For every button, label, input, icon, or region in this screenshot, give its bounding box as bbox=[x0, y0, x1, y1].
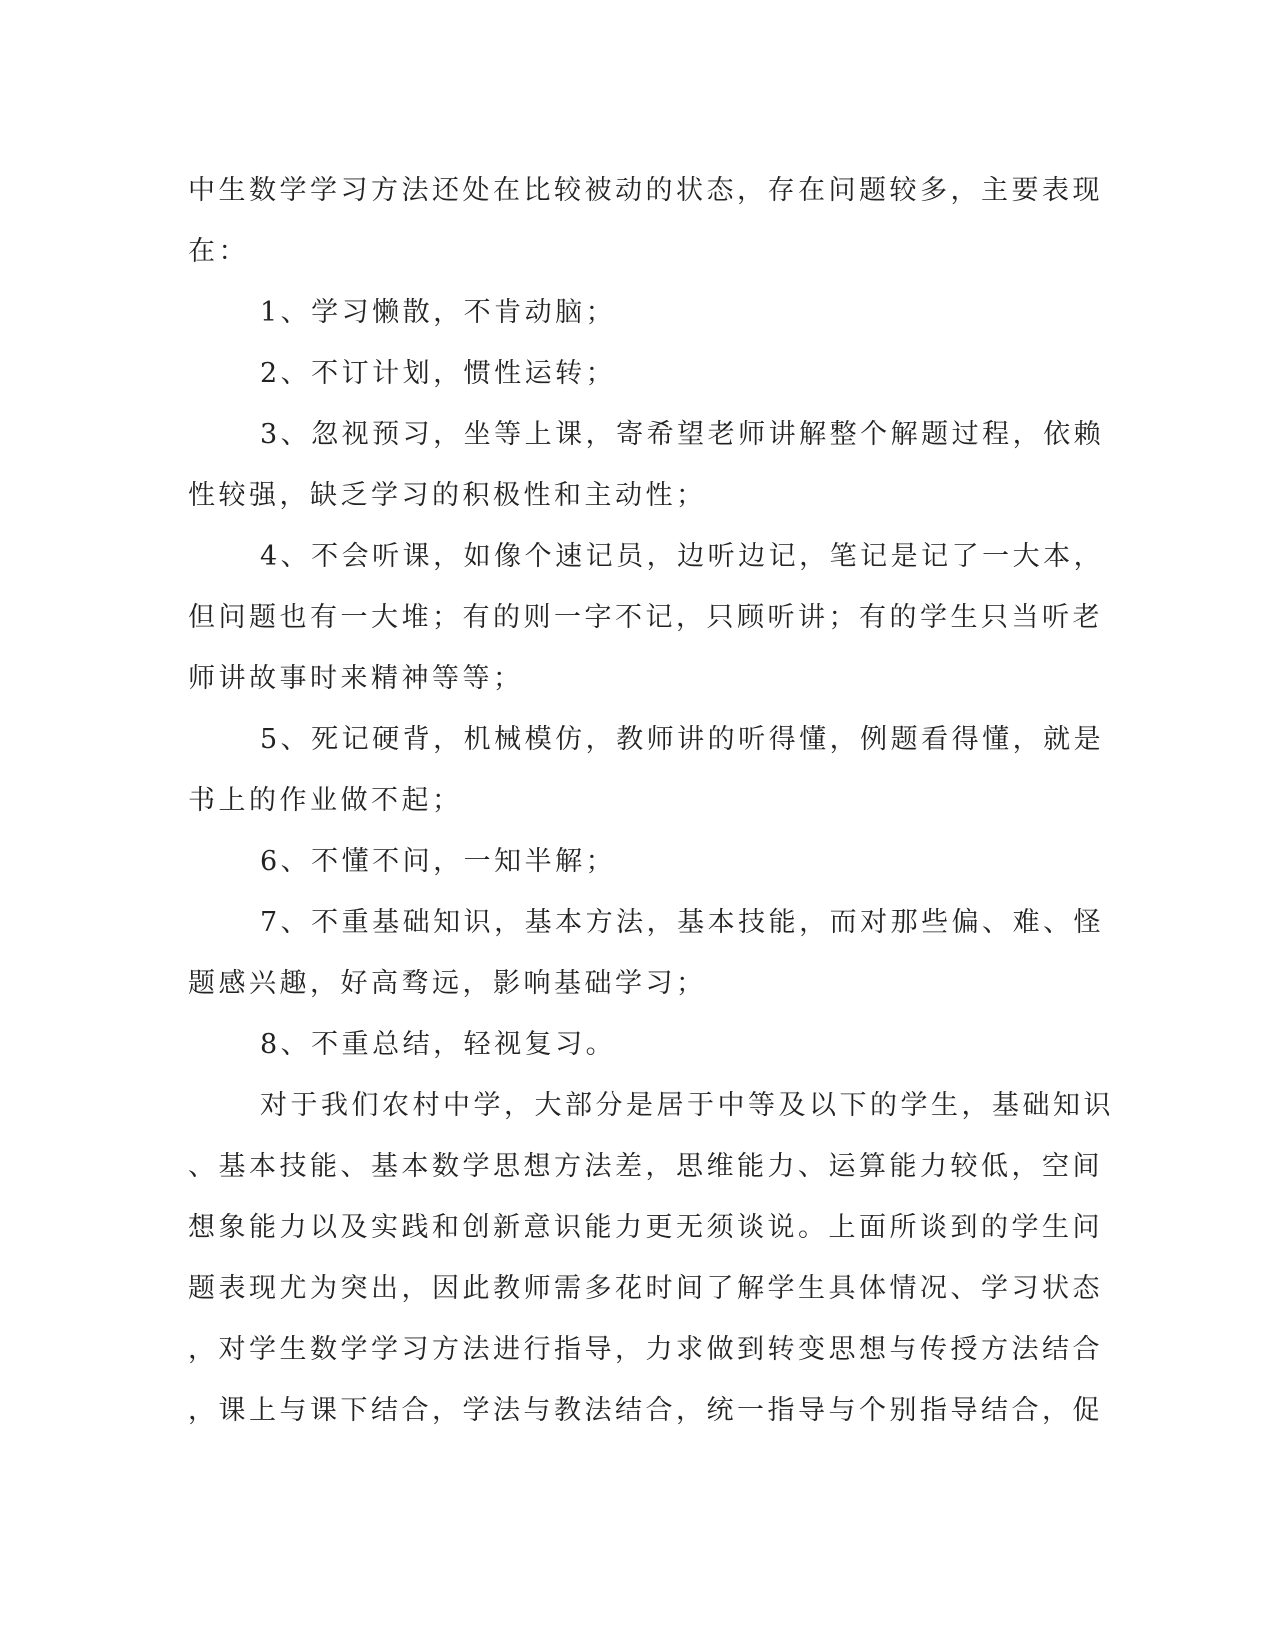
text-line: 书上的作业做不起； bbox=[188, 785, 463, 816]
list-item-8: 8、不重总结，轻视复习。 bbox=[260, 1029, 617, 1060]
list-item-1: 1、学习懒散，不肯动脑； bbox=[260, 297, 617, 328]
text-line: 但问题也有一大堆；有的则一字不记，只顾听讲；有的学生只当听老 bbox=[188, 602, 1103, 633]
body-text bbox=[188, 160, 1114, 1441]
list-item-7: 7、不重基础知识，基本方法，基本技能，而对那些偏、难、怪 bbox=[260, 907, 1105, 938]
list-item-6: 6、不懂不问，一知半解； bbox=[260, 846, 617, 877]
text-line: ，课上与课下结合，学法与教法结合，统一指导与个别指导结合，促 bbox=[188, 1395, 1103, 1426]
text-line: 中生数学学习方法还处在比较被动的状态，存在问题较多，主要表现 bbox=[188, 175, 1103, 206]
text-line: 题表现尤为突出，因此教师需多花时间了解学生具体情况、学习状态 bbox=[188, 1273, 1103, 1304]
text-line: 、基本技能、基本数学思想方法差，思维能力、运算能力较低，空间 bbox=[188, 1151, 1103, 1182]
list-item-5: 5、死记硬背，机械模仿，教师讲的听得懂，例题看得懂，就是 bbox=[260, 724, 1105, 755]
list-item-2: 2、不订计划，惯性运转； bbox=[260, 358, 617, 389]
text-line: 题感兴趣，好高骛远，影响基础学习； bbox=[188, 968, 707, 999]
list-item-4: 4、不会听课，如像个速记员，边听边记，笔记是记了一大本， bbox=[260, 541, 1105, 572]
text-line: 性较强，缺乏学习的积极性和主动性； bbox=[188, 480, 707, 511]
paragraph-start: 对于我们农村中学，大部分是居于中等及以下的学生，基础知识 bbox=[260, 1090, 1114, 1121]
text-line: ，对学生数学学习方法进行指导，力求做到转变思想与传授方法结合 bbox=[188, 1334, 1103, 1365]
text-line: 想象能力以及实践和创新意识能力更无须谈说。上面所谈到的学生问 bbox=[188, 1212, 1103, 1243]
list-item-3: 3、忽视预习，坐等上课，寄希望老师讲解整个解题过程，依赖 bbox=[260, 419, 1105, 450]
text-line: 在： bbox=[188, 236, 249, 267]
text-line: 师讲故事时来精神等等； bbox=[188, 663, 524, 694]
